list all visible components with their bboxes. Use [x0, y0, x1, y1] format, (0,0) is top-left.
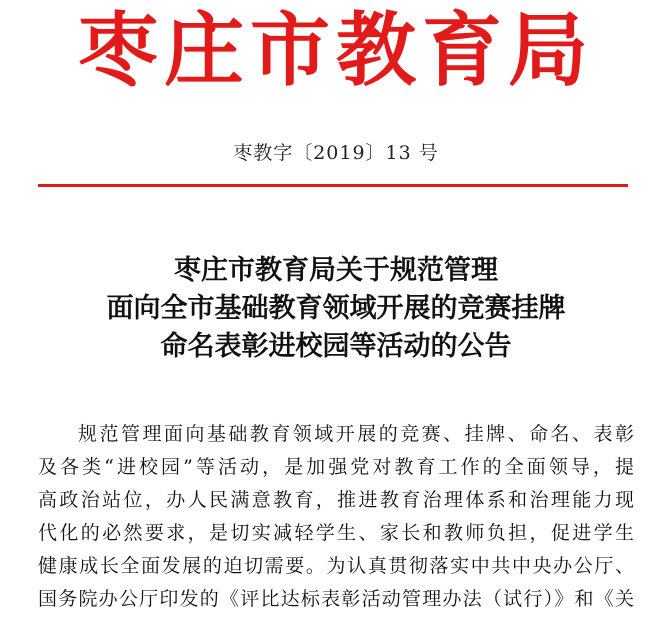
body-line: 国务院办公厅印发的《评比达标表彰活动管理办法（试行）》和《关 [38, 588, 634, 610]
red-divider-line [38, 184, 628, 187]
body-line: 及各类“进校园”等活动，是加强党对教育工作的全面领导，提 [38, 456, 634, 478]
title-line: 命名表彰进校园等活动的公告 [160, 331, 512, 362]
body-line: 代化的必然要求，是切实减轻学生、家长和教师负担，促进学生 [38, 522, 634, 544]
masthead-title: 枣庄市教育局 [78, 3, 594, 97]
body-line: 高政治站位，办人民满意教育，推进教育治理体系和治理能力现 [38, 489, 634, 511]
document-title [0, 252, 672, 366]
document-number: 枣教字〔2019〕13 号 [233, 142, 439, 164]
body-line: 规范管理面向基础教育领域开展的竞赛、挂牌、命名、表彰 [78, 423, 634, 445]
title-line: 面向全市基础教育领域开展的竞赛挂牌 [106, 293, 566, 324]
title-line: 枣庄市教育局关于规范管理 [174, 255, 498, 286]
body-paragraph [38, 418, 634, 616]
body-line: 健康成长全面发展的迫切需要。为认真贯彻落实中共中央办公厅、 [38, 555, 634, 577]
